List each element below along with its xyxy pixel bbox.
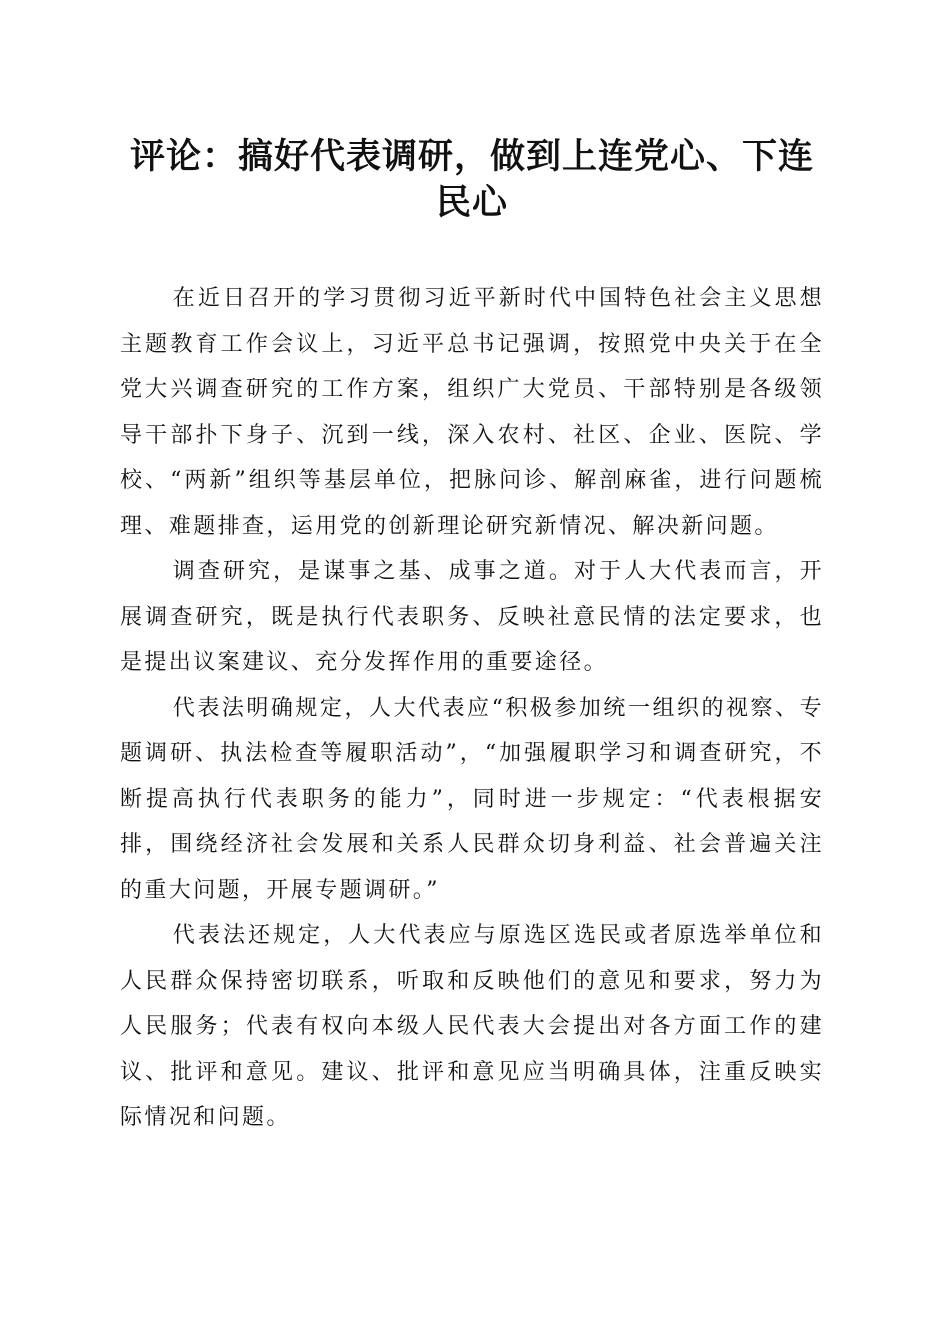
paragraph-3: 代表法明确规定，人大代表应“积极参加统一组织的视察、专题调研、执法检查等履职活动”，“加强履职学习和调查研究，不断提高执行代表职务的能力”，同时进一步规定：“代表根据安排，围绕经济社会发展和关系人民群众切身利益、社会普遍关注的重大问题，开展专题调研。” [120, 695, 824, 903]
paragraph-1: 在近日召开的学习贯彻习近平新时代中国特色社会主义思想主题教育工作会议上，习近平总书记强调，按照党中央关于在全党大兴调查研究的工作方案，组织广大党员、干部特别是各级领导干部扑下身子、沉到一线，深入农村、社区、企业、医院、学校、“两新”组织等基层单位，把脉问诊、解剖麻雀，进行问题梳理、难题排查，运用党的创新理论研究新情况、解决新问题。 [120, 286, 824, 539]
paragraph-2: 调查研究，是谋事之基、成事之道。对于人大代表而言，开展调查研究，既是执行代表职务、反映社意民情的法定要求，也是提出议案建议、充分发挥作用的重要途径。 [120, 559, 824, 675]
paragraph-4: 代表法还规定，人大代表应与原选区选民或者原选举单位和人民群众保持密切联系，听取和反映他们的意见和要求，努力为人民服务；代表有权向本级人民代表大会提出对各方面工作的建议、批评和意见。建议、批评和意见应当明确具体，注重反映实际情况和问题。 [120, 923, 824, 1130]
document-title: 评论：搞好代表调研，做到上连党心、下连民心 [129, 136, 814, 223]
document-body [120, 276, 824, 1141]
